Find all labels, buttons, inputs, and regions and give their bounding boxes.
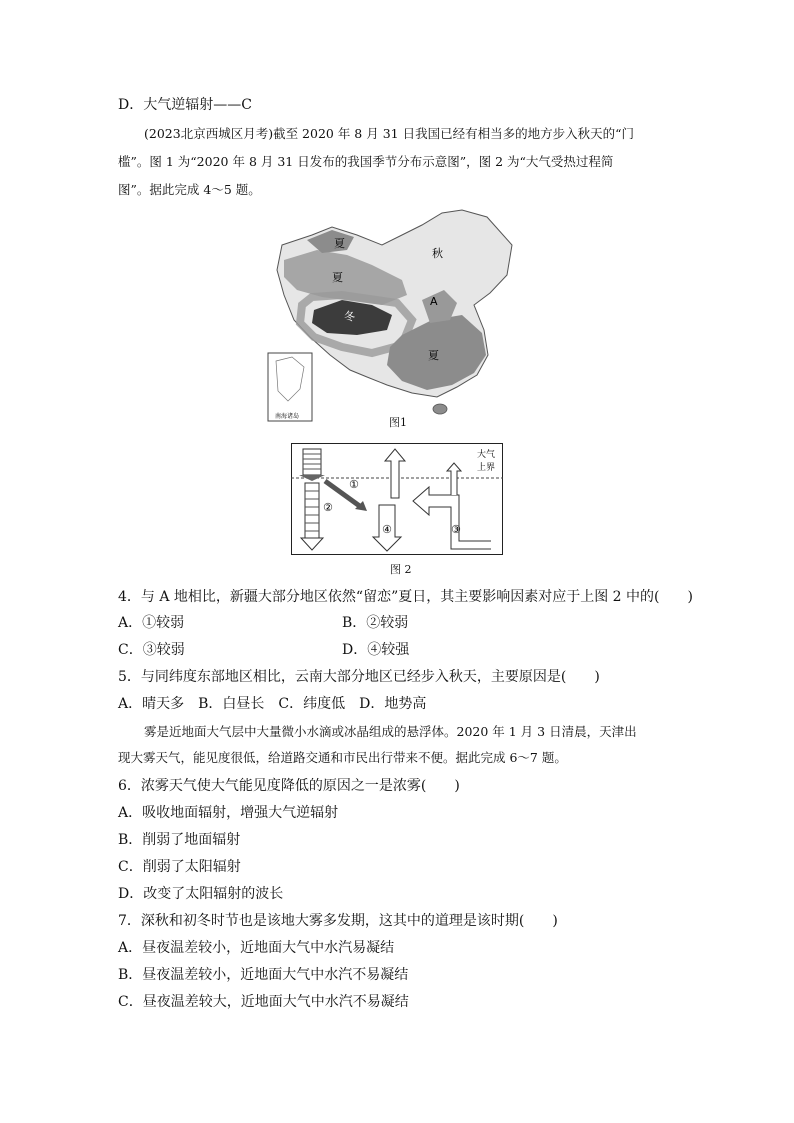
q4-stem: 4．与 A 地相比，新疆大部分地区依然“留恋”夏日，其主要影响因素对应于上图 2 中的( )	[118, 589, 693, 605]
q6-option-a[interactable]: A．吸收地面辐射，增强大气逆辐射	[118, 805, 339, 821]
label-xia-2: 夏	[332, 271, 343, 284]
intro-6-7-line2: 现大雾天气，能见度很低，给道路交通和市民出行带来不便。据此完成 6～7 题。	[118, 750, 567, 765]
figure-2-heating-diagram	[291, 443, 503, 555]
q6-stem: 6．浓雾天气使大气能见度降低的原因之一是浓雾( )	[118, 778, 460, 794]
inset-label: 南海诸岛	[275, 413, 300, 420]
intro-6-7-line1: 雾是近地面大气层中大量微小水滴或冰晶组成的悬浮体。2020 年 1 月 3 日清晨，天津出	[144, 724, 637, 739]
figure-2-caption: 图 2	[390, 563, 412, 576]
marker-2: ②	[323, 501, 333, 514]
q5-stem: 5．与同纬度东部地区相比，云南大部分地区已经步入秋天，主要原因是( )	[118, 669, 600, 685]
q7-option-b[interactable]: B．昼夜温差较小，近地面大气中水汽不易凝结	[118, 967, 409, 983]
q7-option-a[interactable]: A．昼夜温差较小，近地面大气中水汽易凝结	[118, 940, 395, 956]
intro-4-5-line1: (2023北京西城区月考)截至 2020 年 8 月 31 日我国已经有相当多的地方步入秋天的“门	[144, 126, 634, 141]
figure-1-season-map	[262, 205, 524, 425]
label-atmosphere: 大气	[477, 450, 496, 460]
label-qiu: 秋	[432, 247, 443, 260]
intro-4-5-line3: 图”。据此完成 4～5 题。	[118, 182, 261, 197]
q4-option-a[interactable]: A．①较弱	[118, 615, 185, 631]
q4-option-b[interactable]: B．②较弱	[342, 615, 409, 631]
intro-4-5-line2: 槛”。图 1 为“2020 年 8 月 31 日发布的我国季节分布示意图”，图 2 为“大气受热过程简	[118, 154, 614, 169]
label-a: A	[430, 295, 438, 308]
hainan-island	[433, 404, 447, 414]
label-upper-boundary: 上界	[477, 463, 496, 473]
q6-option-c[interactable]: C．削弱了太阳辐射	[118, 859, 241, 875]
q4-option-d[interactable]: D．④较强	[342, 642, 410, 658]
q7-option-c[interactable]: C．昼夜温差较大，近地面大气中水汽不易凝结	[118, 994, 409, 1010]
label-dong: 冬	[344, 310, 355, 323]
q7-stem: 7．深秋和初冬时节也是该地大雾多发期，这其中的道理是该时期( )	[118, 913, 558, 929]
figure-1-caption: 图1	[389, 416, 407, 429]
q5-options[interactable]: A．晴天多 B．白昼长 C．纬度低 D．地势高	[118, 696, 427, 712]
marker-1: ①	[349, 478, 359, 491]
marker-4: ④	[382, 523, 392, 536]
marker-3: ③	[451, 523, 461, 536]
q6-option-b[interactable]: B．削弱了地面辐射	[118, 832, 241, 848]
q6-option-d[interactable]: D．改变了太阳辐射的波长	[118, 886, 284, 902]
q4-option-c[interactable]: C．③较弱	[118, 642, 185, 658]
label-xia-1: 夏	[334, 237, 345, 250]
label-xia-3: 夏	[428, 349, 439, 362]
q3-option-d: D．大气逆辐射——C	[118, 97, 252, 113]
inset-box	[268, 353, 312, 421]
